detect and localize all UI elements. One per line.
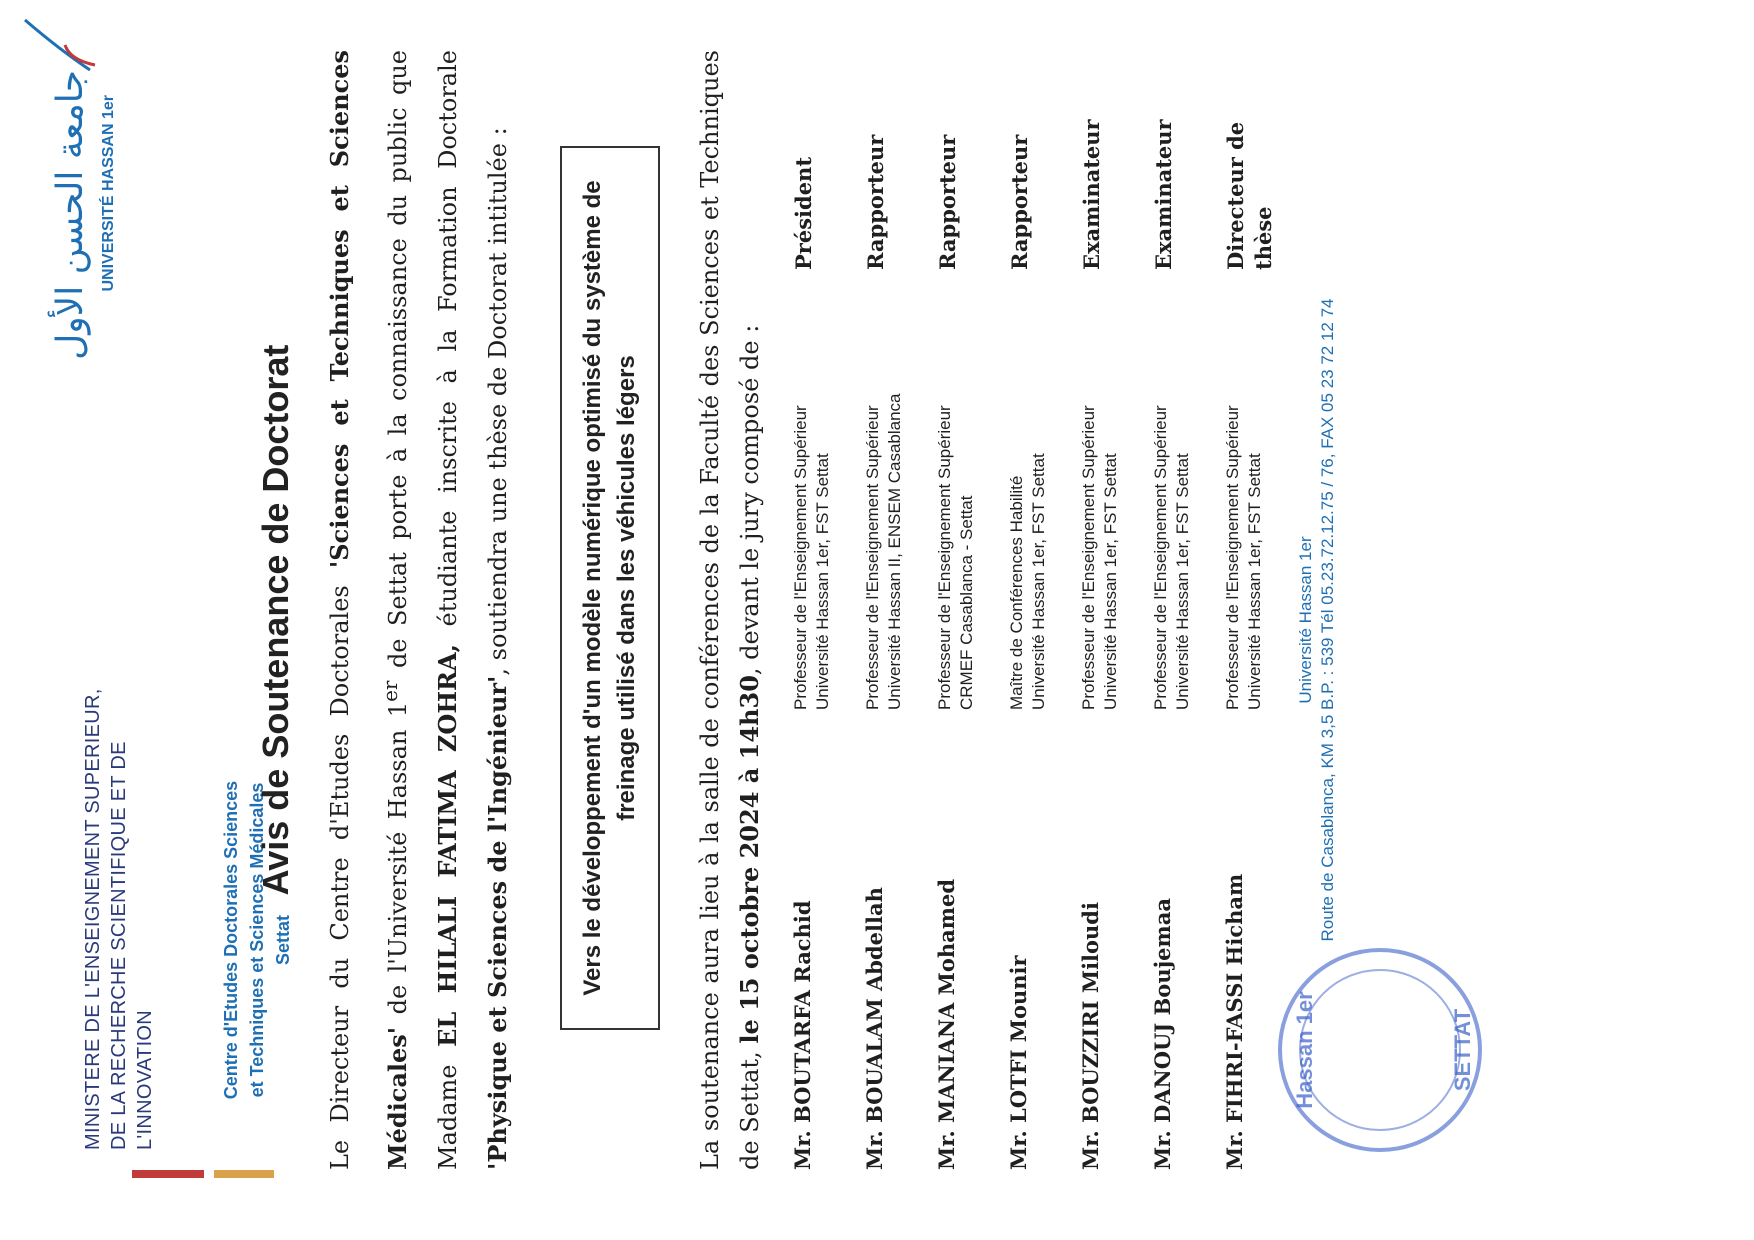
- jury-name: Mr. BOUALAM Abdellah: [862, 887, 887, 1170]
- jury-role: Examinateur: [1151, 119, 1176, 270]
- intro-paragraph: Le Directeur du Centre d'Etudes Doctorales 'Sciences et Techniques et Sciences Médicales' de l'Université Hassan 1er de Settat porte à la connaissance du public que Madame EL HILALI FATIMA ZOHRA, étudiante inscrite à la Formation Doctorale 'Physique et Sciences de l'Ingénieur', soutiendra une thèse de Doctorat intitulée :: [325, 50, 512, 1170]
- jury-name: Mr. FIHRI-FASSI Hicham: [1222, 873, 1247, 1170]
- jury-affiliation: Professeur de l'Enseignement Supérieur Université Hassan II, ENSEM Casablanca: [863, 393, 904, 710]
- jury-affiliation: Professeur de l'Enseignement Supérieur Université Hassan 1er, FST Settat: [791, 405, 832, 710]
- center-line-3: Settat: [273, 915, 293, 966]
- jury-role: Directeur de thèse: [1223, 121, 1276, 270]
- jury-member: [862, 50, 934, 1170]
- jury-name: Mr. BOUZZIRI Miloudi: [1078, 902, 1103, 1170]
- center-line-1: Centre d'Etudes Doctorales Sciences: [221, 780, 241, 1100]
- thesis-title-box: Vers le développement d'un modèle numérique optimisé du système de freinage utilisé dans les véhicules légers: [560, 146, 660, 1030]
- jury-member: [790, 50, 862, 1170]
- ministry-line-2: DE LA RECHERCHE SCIENTIFIQUE ET DE L'INNOVATION: [108, 741, 156, 1150]
- jury-role: Examinateur: [1079, 119, 1104, 270]
- jury-name: Mr. DANOUJ Boujemaa: [1150, 898, 1175, 1170]
- jury-affiliation: Maître de Conférences Habilité Université Hassan 1er, FST Settat: [1007, 453, 1048, 710]
- jury-name: Mr. LOTFI Mounir: [1006, 955, 1031, 1170]
- jury-affiliation: Professeur de l'Enseignement Supérieur Université Hassan 1er, FST Settat: [1079, 405, 1120, 710]
- jury-list: [790, 50, 1294, 1170]
- university-name-arabic: جامعة الحسن الأول: [50, 70, 91, 360]
- jury-affiliation: Professeur de l'Enseignement Supérieur Université Hassan 1er, FST Settat: [1151, 405, 1192, 710]
- university-name-latin: UNIVERSITÉ HASSAN 1er: [100, 95, 117, 292]
- jury-role: Président: [791, 156, 816, 270]
- university-swoosh-icon: [20, 10, 100, 80]
- svg-text:SETTAT: SETTAT: [1450, 1008, 1475, 1092]
- center-line-2: et Techniques et Sciences Médicales: [247, 782, 267, 1098]
- jury-member: [1006, 50, 1078, 1170]
- jury-affiliation: Professeur de l'Enseignement Supérieur CRMEF Casablanca - Settat: [935, 405, 976, 710]
- venue-paragraph: La soutenance aura lieu à la salle de conférences de la Faculté des Sciences et Techniques de Settat, le 15 octobre 2024 à 14h30, devant le jury composé de :: [696, 50, 764, 1170]
- jury-member: [934, 50, 1006, 1170]
- jury-affiliation: Professeur de l'Enseignement Supérieur Université Hassan 1er, FST Settat: [1223, 405, 1264, 710]
- jury-name: Mr. MANIANA Mohamed: [934, 878, 959, 1170]
- footer-line-1: Université Hassan 1er: [1296, 536, 1315, 704]
- jury-member: [1078, 50, 1150, 1170]
- footer-address: [1295, 0, 1339, 1240]
- footer-line-2: Route de Casablanca, KM 3,5 B.P. : 539 Tél 05.23.72.12.75 / 76, FAX 05 23 72 12 74: [1318, 298, 1337, 942]
- ministry-line-1: MINISTERE DE L'ENSEIGNEMENT SUPERIEUR,: [82, 688, 104, 1150]
- svg-text:Hassan 1er: Hassan 1er: [1292, 991, 1317, 1109]
- page-title: Avis de Soutenance de Doctorat: [255, 344, 296, 896]
- jury-role: Rapporteur: [935, 134, 960, 270]
- jury-name: Mr. BOUTARFA Rachid: [790, 900, 815, 1170]
- jury-member: [1150, 50, 1222, 1170]
- jury-role: Rapporteur: [863, 134, 888, 270]
- jury-role: Rapporteur: [1007, 134, 1032, 270]
